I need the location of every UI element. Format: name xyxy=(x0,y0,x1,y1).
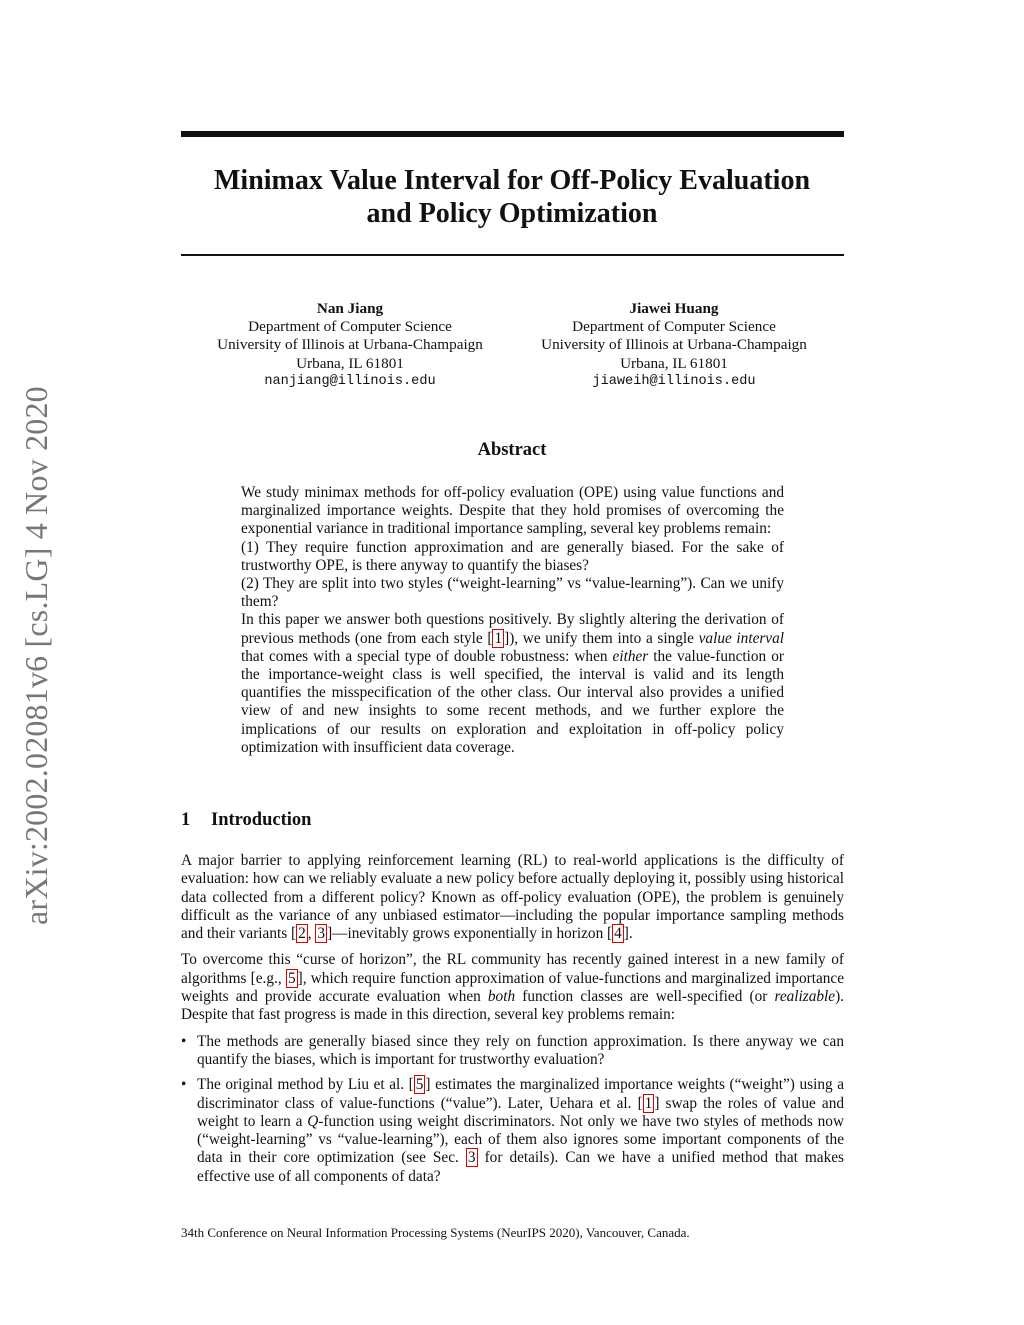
citation-link[interactable]: 5 xyxy=(287,969,296,987)
citation-link[interactable]: 2 xyxy=(298,925,306,943)
citation-link[interactable]: 4 xyxy=(614,925,622,943)
bullet-icon: • xyxy=(181,1032,187,1050)
author-univ: University of Illinois at Urbana-Champaign xyxy=(217,336,483,354)
emphasis: realizable xyxy=(774,988,836,1006)
text-span: ]. xyxy=(623,925,633,943)
author-dept: Department of Computer Science xyxy=(572,318,776,336)
text-span: for details). Can we have a unified method that makes effective use of all components of data? xyxy=(197,1149,844,1185)
section-number: 1 xyxy=(181,810,191,830)
abstract-body xyxy=(241,484,784,757)
citation-link[interactable]: 3 xyxy=(317,925,326,943)
emphasis: value interval xyxy=(698,629,784,647)
text-span: ). Despite that fast progress is made in this direction, several key problems remain: xyxy=(181,988,844,1024)
intro-paragraph xyxy=(181,951,844,1024)
section-title: Introduction xyxy=(211,810,312,830)
emphasis: both xyxy=(487,988,516,1006)
text-span: the value-function or the importance-weight class is well specified, the interval is valid and its length quantifies the misspecification of the other class. Our interval also provides a unified view of and new insights to some recent methods, and we further explore the implications of our results on exploration and exploitation in off-policy policy optimization with insufficient data coverage. xyxy=(241,647,784,756)
citation-link[interactable]: 5 xyxy=(415,1076,424,1094)
emphasis: either xyxy=(612,647,649,665)
title-bottom-rule xyxy=(181,254,844,256)
text-span: ], which require function approximation of value-functions and marginalized importance weights and provide accurate evaluation when xyxy=(181,969,844,1006)
list-item xyxy=(181,1076,844,1186)
conference-footnote: 34th Conference on Neural Information Processing Systems (NeurIPS 2020), Vancouver, Canada. xyxy=(181,1225,690,1240)
author-block-1 xyxy=(185,300,515,391)
text-span: ] estimates the marginalized importance weights (“weight”) using a discriminator class of value-functions (“value”). Later, Uehara et al. [ xyxy=(197,1076,844,1112)
text-span: , xyxy=(307,925,316,943)
abstract-paragraph: (2) They are split into two styles (“weight-learning” vs “value-learning”). Can we unify them? xyxy=(241,575,784,611)
text-span: ]), we unify them into a single xyxy=(504,629,699,647)
list-item xyxy=(181,1033,844,1070)
text-span: that comes with a special type of double robustness: when xyxy=(241,647,613,665)
text-span: A major barrier to applying reinforcement learning (RL) to real-world applications is the difficulty of evaluation: how can we reliably evaluate a new policy before actually deploying it, possibly using historical data collected from a different policy? Known as off-policy evaluation (OPE), the problem is genuinely difficult as the variance of any unbiased estimator—including the popular importance sampling methods and their variants [ xyxy=(181,852,844,943)
title-top-rule xyxy=(181,131,844,137)
text-span: The original method by Liu et al. [ xyxy=(197,1076,414,1094)
citation-link[interactable]: 1 xyxy=(644,1094,653,1112)
section-link[interactable]: 3 xyxy=(467,1149,476,1167)
author-name: Jiawei Huang xyxy=(629,300,719,317)
abstract-paragraph: We study minimax methods for off-policy evaluation (OPE) using value functions and marginalized importance weights. Despite that they hold promises of overcoming the exponential variance in traditional importance sampling, several key problems remain: xyxy=(241,484,784,538)
citation-link[interactable]: 1 xyxy=(494,629,503,647)
text-span: To overcome this “curse of horizon”, the RL community has recently gained interest in a new family of algorithms [e.g., xyxy=(181,951,844,987)
author-city: Urbana, IL 61801 xyxy=(620,354,728,372)
abstract-heading: Abstract xyxy=(477,440,547,460)
section-heading-introduction xyxy=(181,810,311,831)
title-line-1: Minimax Value Interval for Off-Policy Evaluation xyxy=(213,165,811,196)
title-line-2: and Policy Optimization xyxy=(366,198,658,229)
problem-list xyxy=(181,1033,844,1186)
math-symbol: Q xyxy=(307,1112,319,1130)
author-univ: University of Illinois at Urbana-Champaign xyxy=(541,336,807,354)
author-city: Urbana, IL 61801 xyxy=(296,354,404,372)
author-dept: Department of Computer Science xyxy=(248,318,452,336)
paper-title xyxy=(150,164,874,230)
introduction-body xyxy=(181,852,844,1193)
bullet-icon: • xyxy=(181,1076,187,1094)
text-span: In this paper we answer both questions positively. By slightly altering the derivation of previous methods (one from each style [ xyxy=(241,611,784,647)
abstract-paragraph xyxy=(241,611,784,757)
text-span: function classes are well-specified (or xyxy=(515,988,775,1006)
text-span: ] swap the roles of value and weight to learn a xyxy=(197,1094,844,1130)
text-span: The methods are generally biased since they rely on function approximation. Is there anyway we can quantify the biases, which is important for trustworthy evaluation? xyxy=(197,1032,844,1068)
author-block-2 xyxy=(509,300,839,391)
arxiv-stamp: arXiv:2002.02081v6 [cs.LG] 4 Nov 2020 xyxy=(18,386,54,925)
author-email: nanjiang@illinois.edu xyxy=(264,373,436,389)
author-name: Nan Jiang xyxy=(316,300,384,317)
text-span: -function using weight discriminators. Not only we have two styles of methods now (“weight-learning” vs “value-learning”), each of them also ignores some important components of the data in their core optimization (see Sec. xyxy=(197,1112,844,1167)
author-email: jiaweih@illinois.edu xyxy=(592,373,756,389)
text-span: ]—inevitably grows exponentially in horizon [ xyxy=(327,925,613,943)
intro-paragraph xyxy=(181,852,844,943)
abstract-paragraph: (1) They require function approximation and are generally biased. For the sake of trustworthy OPE, is there anyway to quantify the biases? xyxy=(241,538,784,574)
